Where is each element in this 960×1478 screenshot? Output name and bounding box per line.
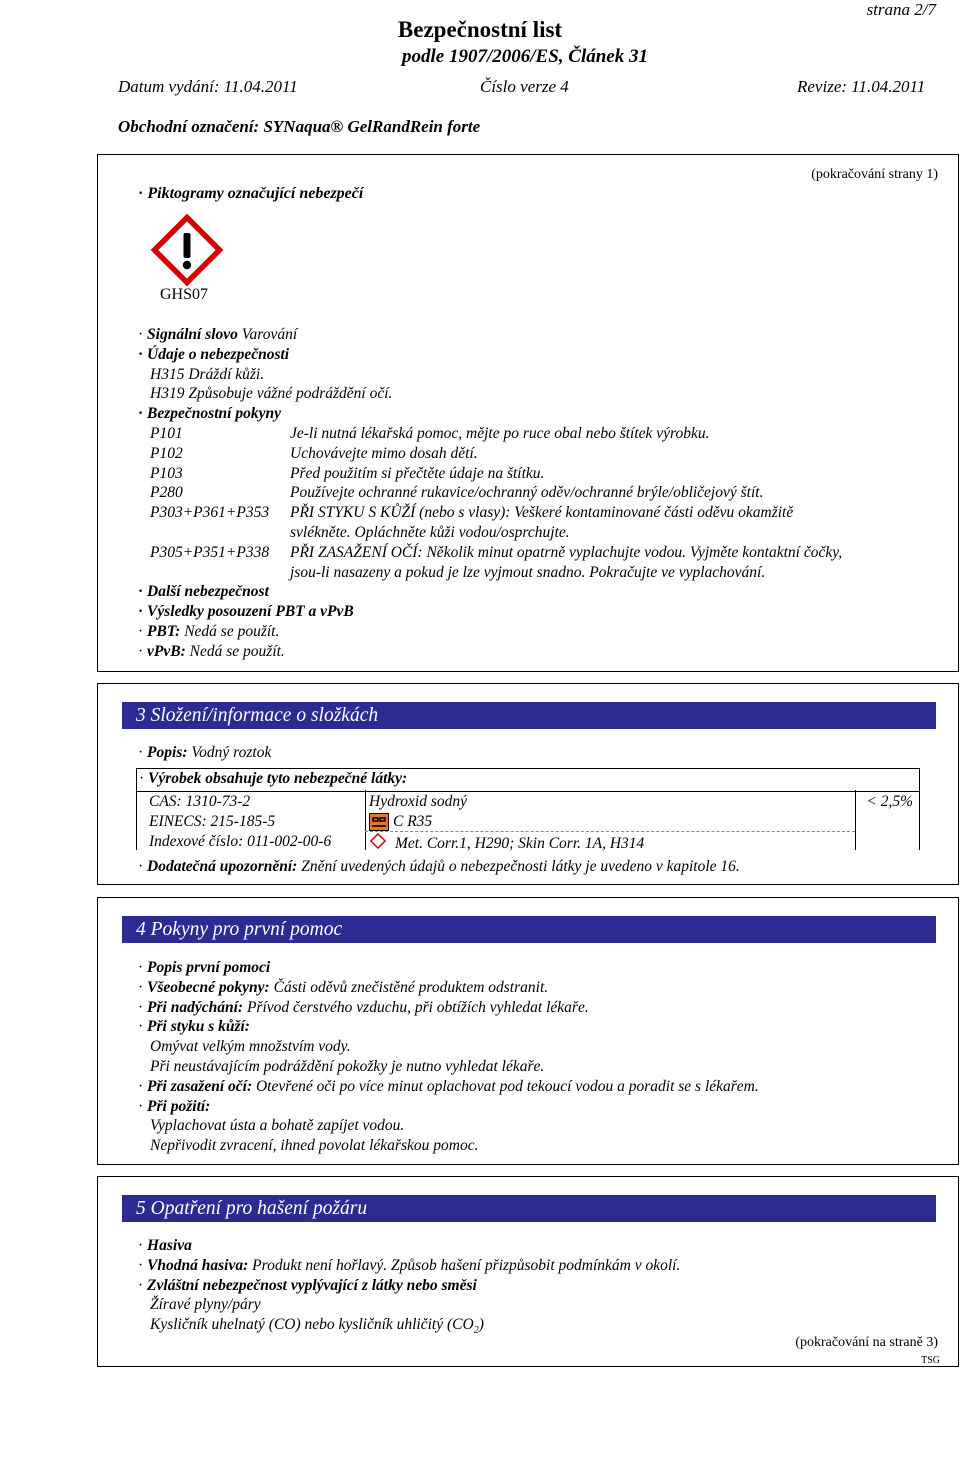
precaution-p101: P101 Je-li nutná lékařská pomoc, mějte po ruce obal nebo štítek výrobku. xyxy=(150,424,710,442)
trade-name: Obchodní označení: SYNaqua® GelRandRein forte xyxy=(118,117,481,136)
signal-word-line: · Signální slovo Varování xyxy=(138,326,298,343)
version-number: Číslo verze 4 xyxy=(480,77,569,96)
description-line: · Popis: Vodný roztok xyxy=(138,744,272,761)
section-3-title: 3 Složení/informace o složkách xyxy=(122,702,936,729)
ingestion-1: Vyplachovat ústa a bohatě zapíjet vodou. xyxy=(150,1117,405,1135)
einecs-number: EINECS: 215-185-5 xyxy=(149,813,276,830)
inhalation: · Při nadýchání: Přívod čerstvého vzduchu, při obtížích vyhledat lékaře. xyxy=(138,998,589,1016)
ingestion-2: Nepřivodit zvracení, ihned povolat lékařskou pomoc. xyxy=(150,1137,479,1155)
index-number: Indexové číslo: 011-002-00-6 xyxy=(149,833,332,850)
substance-row xyxy=(136,790,920,850)
cas-number: CAS: 1310-73-2 xyxy=(149,793,251,810)
precaution-p280: P280 Používejte ochranné rukavice/ochranný oděv/ochranné brýle/obličejový štít. xyxy=(150,484,764,502)
continuation-note: (pokračování strany 1) xyxy=(811,167,938,182)
first-aid-description: · Popis první pomoci xyxy=(138,959,271,976)
additional-notes: · Dodatečná upozornění: Znění uvedených údajů o nebezpečnosti látky je uvedeno v kapitole 16. xyxy=(138,858,740,875)
vpvb-line: · vPvB: Nedá se použít. xyxy=(138,642,285,660)
pbt-line: · PBT: Nedá se použít. xyxy=(138,622,280,640)
ghs-diamond-icon xyxy=(369,832,387,850)
ingestion-label: · Při požití: xyxy=(138,1097,211,1115)
other-hazard: · Další nebezpečnost xyxy=(138,583,269,601)
skin-contact-2: Při neustávajícím podráždění pokožky je nutno vyhledat lékaře. xyxy=(150,1057,545,1075)
precaution-p103: P103 Před použitím si přečtěte údaje na štítku. xyxy=(150,464,545,482)
concentration: < 2,5% xyxy=(866,793,913,810)
skin-contact-1: Omývat velkým množstvím vody. xyxy=(150,1038,351,1056)
revision-date: Revize: 11.04.2011 xyxy=(797,77,926,96)
precaution-p305-cont: jsou-li nasazeny a pokud je lze vyjmout snadno. Pokračujte ve vyplachování. xyxy=(290,563,766,581)
corrosive-icon xyxy=(369,813,389,831)
footer-divider xyxy=(97,1366,959,1367)
ghs07-exclamation-icon xyxy=(150,213,224,287)
regulation: podle 1907/2006/ES, Článek 31 xyxy=(402,46,648,67)
section-5-box xyxy=(97,1176,959,1367)
precaution-p303: P303+P361+P353 PŘI STYKU S KŮŽÍ (nebo s vlasy): Veškeré kontaminované části oděvu okamžitě xyxy=(150,504,794,522)
substances-header: · Výrobek obsahuje tyto nebezpečné látky: xyxy=(136,768,920,792)
footer-code: TSG xyxy=(921,1355,940,1366)
continuation-next: (pokračování na straně 3) xyxy=(795,1335,938,1350)
classification-1: C R35 xyxy=(393,813,433,830)
section-2-box xyxy=(97,154,959,672)
combustion-products: Kysličník uhelnatý (CO) nebo kysličník uhličitý $(CO_2)$ xyxy=(150,1316,484,1337)
skin-contact-label: · Při styku s kůží: xyxy=(138,1018,250,1036)
extinguishing-media: · Hasiva xyxy=(138,1237,192,1254)
classification-2: Met. Corr.1, H290; Skin Corr. 1A, H314 xyxy=(395,835,645,852)
precaution-label: · Bezpečnostní pokyny xyxy=(138,405,281,423)
section-4-title: 4 Pokyny pro první pomoc xyxy=(122,916,936,943)
hazard-label: · Údaje o nebezpečnosti xyxy=(138,345,290,363)
section-4-box xyxy=(97,897,959,1165)
page-number: strana 2/7 xyxy=(866,0,936,19)
section-3-box xyxy=(97,683,959,885)
section-5-title: 5 Opatření pro hašení požáru xyxy=(122,1195,936,1222)
pictograms-label: · Piktogramy označující nebezpečí xyxy=(138,185,364,202)
ghs-code: GHS07 xyxy=(160,286,209,303)
eye-contact: · Při zasažení očí: Otevřené oči po více minut oplachovat pod tekoucí vodou a poradit se s lékařem. xyxy=(138,1077,759,1095)
general-instructions: · Všeobecné pokyny: Části oděvů znečistěné produktem odstranit. xyxy=(138,978,549,996)
issue-date: Datum vydání: 11.04.2011 xyxy=(118,77,298,96)
h315-statement: H315 Dráždí kůži. xyxy=(150,365,265,383)
suitable-media: · Vhodná hasiva: Produkt není hořlavý. Způsob hašení přizpůsobit podmínkám v okolí. xyxy=(138,1256,681,1274)
pbt-assessment-label: · Výsledky posouzení PBT a vPvB xyxy=(138,603,354,621)
h319-statement: H319 Způsobuje vážné podráždění očí. xyxy=(150,385,393,403)
precaution-p303-cont: svlékněte. Opláchněte kůži vodou/osprchujte. xyxy=(290,523,570,541)
special-hazards: · Zvláštní nebezpečnost vyplývající z látky nebo směsi xyxy=(138,1276,477,1294)
precaution-p305: P305+P351+P338 PŘI ZASAŽENÍ OČÍ: Několik minut opatrně vyplachujte vodou. Vyjměte kontaktní čočky, xyxy=(150,543,843,561)
document-title: Bezpečnostní list xyxy=(397,17,563,42)
corrosive-gases: Žíravé plyny/páry xyxy=(150,1296,261,1314)
substance-name: Hydroxid sodný xyxy=(369,793,468,810)
precaution-p102: P102 Uchovávejte mimo dosah dětí. xyxy=(150,444,478,462)
